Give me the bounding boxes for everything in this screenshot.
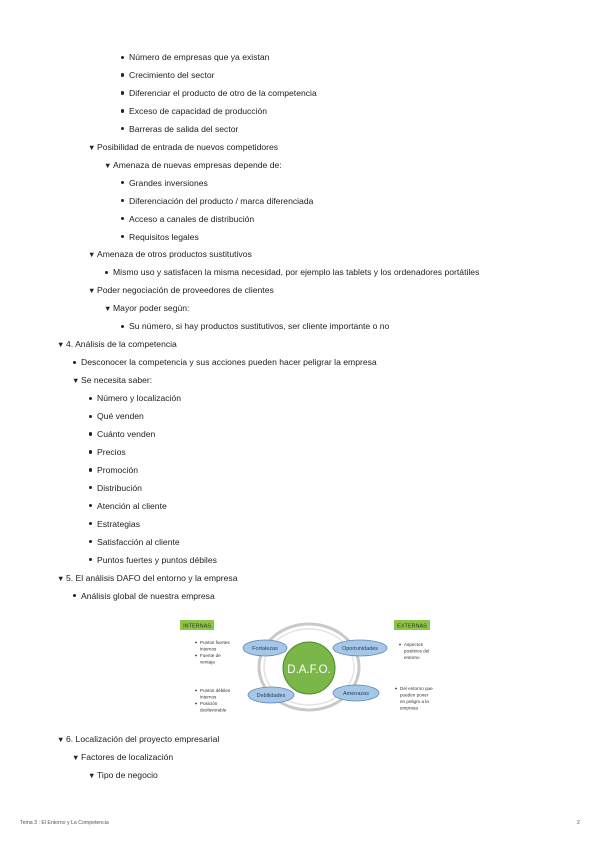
dafo-center-label: D.A.F.O. — [287, 664, 331, 676]
outline-toggle-label: Poder negociación de proveedores de clientes — [97, 285, 274, 296]
outline-bullet-item: Desconocer la competencia y sus acciones pueden hacer peligrar la empresa — [81, 357, 377, 368]
outline-bullet-item: Requisitos legales — [129, 231, 199, 242]
outline-toggle-item[interactable] — [88, 249, 252, 260]
fortalezas-notes — [195, 640, 230, 665]
dafo-note-line: en peligro a la — [400, 699, 429, 704]
dafo-diagram — [178, 617, 440, 717]
outline-toggle-label: Tipo de negocio — [97, 770, 158, 780]
bullet-dot — [121, 325, 124, 328]
dafo-note-line: Aspectos — [404, 642, 423, 647]
bullet-dot — [89, 504, 92, 507]
outline-toggle-item[interactable] — [57, 339, 177, 350]
bullet-dot — [89, 432, 92, 435]
outline-toggle-item[interactable] — [57, 573, 237, 584]
bullet-dot — [89, 397, 92, 400]
note-bullet — [399, 644, 401, 646]
outline-bullet-item: Satisfacción al cliente — [97, 536, 180, 547]
outline-toggle-label: 5. El análisis DAFO del entorno y la empresa — [66, 572, 238, 583]
outline-bullet-item: Exceso de capacidad de producción — [129, 105, 268, 116]
toggle-triangle-icon[interactable]: ▼ — [88, 286, 96, 296]
outline-bullet-item: Puntos fuertes y puntos débiles — [97, 554, 217, 565]
outline-toggle-item[interactable] — [72, 375, 152, 386]
outline-toggle-item[interactable] — [104, 160, 282, 171]
outline-bullet-item: Número de empresas que ya existan — [129, 52, 270, 62]
toggle-triangle-icon[interactable]: ▼ — [57, 340, 65, 350]
toggle-triangle-icon[interactable]: ▼ — [88, 771, 96, 780]
dafo-note-line: pueden poner — [400, 692, 429, 698]
note-bullet — [195, 642, 197, 644]
outline-bullet-item: Qué venden — [97, 411, 144, 421]
dafo-note-line: empresa — [400, 705, 418, 711]
outline-toggle-label: Factores de localización — [81, 752, 174, 762]
outline-toggle-label: Amenaza de otros productos sustitutivos — [97, 249, 252, 260]
outline-toggle-item[interactable] — [88, 770, 158, 781]
amenazas-notes — [395, 686, 433, 711]
toggle-triangle-icon[interactable]: ▼ — [88, 250, 96, 260]
dafo-note-line: Fuente de — [200, 653, 221, 658]
bullet-dot — [105, 271, 108, 274]
externas-label: EXTERNAS — [397, 623, 427, 630]
outline-toggle-item[interactable] — [104, 303, 189, 314]
oportunidades-label: Oportunidades — [341, 646, 379, 652]
toggle-triangle-icon[interactable]: ▼ — [104, 304, 112, 314]
dafo-note-line: Del entorno que — [400, 686, 433, 691]
outline-bullet-item: Estrategias — [97, 518, 140, 529]
bullet-dot — [89, 558, 92, 561]
amenazas-label: Amenazas — [343, 691, 369, 697]
debilidades-label: Debilidades — [256, 693, 286, 699]
outline-toggle-item[interactable] — [57, 734, 219, 745]
outline-bullet-item: Distribución — [97, 482, 142, 493]
outline-toggle-label: 6. Localización del proyecto empresarial — [66, 734, 220, 744]
bullet-dot — [121, 235, 124, 238]
dafo-note-line: entorno — [404, 655, 420, 660]
dafo-note-line: internos — [200, 646, 217, 652]
bullet-dot — [89, 486, 92, 489]
note-bullet — [395, 688, 397, 690]
fortalezas-label: Fortalezas — [252, 646, 278, 652]
debilidades-notes — [195, 688, 231, 713]
footer-title: Tema 3 : El Entorno y La Competencia — [20, 820, 109, 826]
dafo-note-line: internos — [200, 694, 217, 700]
outline-bullet-item: Su número, si hay productos sustitutivos, ser cliente importante o no — [129, 321, 390, 332]
bullet-dot — [121, 199, 124, 202]
bullet-dot — [89, 540, 92, 543]
bullet-dot — [73, 361, 76, 364]
bullet-dot — [73, 594, 76, 597]
note-bullet — [195, 690, 197, 692]
toggle-triangle-icon[interactable]: ▼ — [104, 160, 112, 170]
outline-toggle-item[interactable] — [88, 142, 278, 153]
outline-toggle-label: Posibilidad de entrada de nuevos competidores — [97, 141, 279, 152]
dafo-note-line: Puntos fuertes — [200, 640, 230, 645]
toggle-triangle-icon[interactable]: ▼ — [72, 753, 80, 762]
outline-bullet-item: Cuánto venden — [97, 428, 156, 439]
outline-bullet-item: Atención al cliente — [97, 500, 167, 511]
outline-bullet-item: Número y localización — [97, 393, 182, 404]
outline-bullet-item: Precios — [97, 446, 126, 457]
dafo-note-line: Puntos débiles — [200, 688, 231, 693]
outline-bullet-item: Diferenciación del producto / marca diferenciada — [129, 195, 314, 206]
bullet-dot — [121, 56, 124, 59]
toggle-triangle-icon[interactable]: ▼ — [72, 376, 80, 386]
outline-bullet-item: Mismo uso y satisfacen la misma necesidad, por ejemplo las tablets y los ordenadores portátiles — [113, 267, 480, 278]
bullet-dot — [121, 73, 124, 76]
note-bullet — [195, 703, 197, 705]
oportunidades-notes — [399, 642, 429, 660]
note-bullet — [195, 655, 197, 657]
outline-toggle-label: Se necesita saber: — [81, 375, 153, 386]
outline-bullet-item: Diferenciar el producto de otro de la competencia — [129, 87, 317, 98]
dafo-note-line: ventaja — [200, 659, 215, 665]
outline-toggle-label: Amenaza de nuevas empresas depende de: — [113, 159, 282, 170]
outline-toggle-item[interactable] — [72, 752, 173, 763]
internas-label: INTERNAS — [183, 623, 211, 630]
bullet-dot — [89, 415, 92, 418]
toggle-triangle-icon[interactable]: ▼ — [57, 735, 65, 744]
outline-bullet-item: Análisis global de nuestra empresa — [81, 590, 215, 601]
toggle-triangle-icon[interactable]: ▼ — [57, 573, 65, 583]
dafo-note-line: positivos del — [404, 648, 430, 654]
bullet-dot — [89, 468, 92, 471]
outline-bullet-item: Grandes inversiones — [129, 177, 208, 188]
bullet-dot — [89, 450, 92, 453]
bullet-dot — [121, 109, 124, 112]
bullet-dot — [121, 127, 124, 130]
bullet-dot — [89, 522, 92, 525]
dafo-note-line: Posición — [200, 701, 218, 706]
bullet-dot — [121, 91, 124, 94]
page-number: 2 — [577, 820, 580, 826]
outline-bullet-item: Promoción — [97, 464, 139, 475]
dafo-note-line: desfavorable — [200, 707, 227, 713]
bullet-dot — [121, 217, 124, 220]
outline-toggle-label: Mayor poder según: — [113, 303, 190, 314]
toggle-triangle-icon[interactable]: ▼ — [88, 142, 96, 152]
outline-bullet-item: Acceso a canales de distribución — [129, 213, 255, 224]
outline-toggle-label: 4. Análisis de la competencia — [66, 339, 177, 350]
bullet-dot — [121, 181, 124, 184]
outline-bullet-item: Barreras de salida del sector — [129, 123, 239, 134]
outline-bullet-item: Crecimiento del sector — [129, 69, 215, 80]
outline-toggle-item[interactable] — [88, 285, 274, 296]
